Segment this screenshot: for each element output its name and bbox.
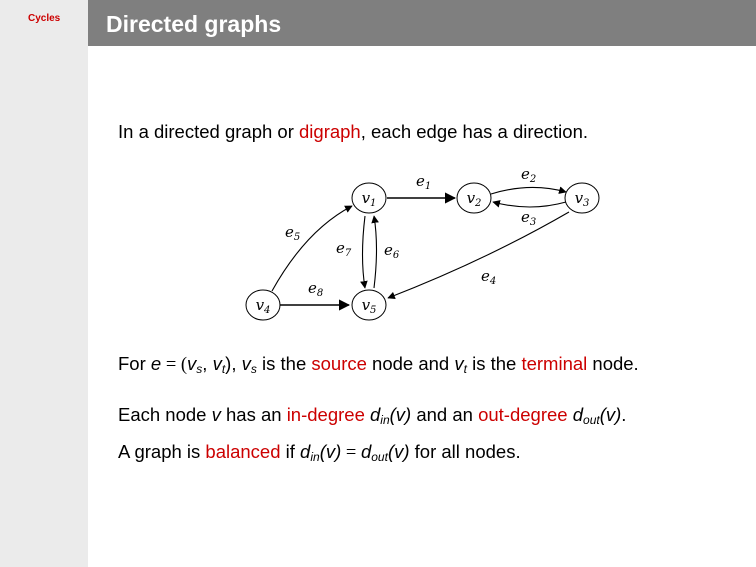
edge-label-e4: $e_4$ [481,267,497,287]
node-v3 [565,183,599,213]
node-v1 [352,183,386,213]
svg-text:v4: $v_4$ [255,296,271,316]
sidebar [0,0,88,567]
edge-label-e6: $e_6$ [384,241,400,261]
edge-label-e3: $e_3$ [521,208,537,228]
svg-text:v2: $v_2$ [466,189,482,209]
edge-e2 [491,187,566,194]
source-term: source [311,353,367,374]
node-v2 [457,183,491,213]
intro-text: In a directed graph or [118,121,299,142]
degree-line: Each node v has an in-degree $d_{in}(v)$ and an out-degree $d_{out}(v)$. [118,404,627,427]
edge-e3 [493,202,566,207]
edge-label-e2: $e_2$ [521,165,537,185]
out-degree-term: out-degree [478,404,568,425]
source-terminal-line: For $e = (v_s$, $v_t$), $v_s$ is the source node and $v_t$ is the terminal node. [118,353,639,376]
intro-text-end: , each edge has a direction. [360,121,589,142]
balanced-term: balanced [205,441,281,462]
edge-label-e8: $e_8$ [308,279,324,299]
digraph-term: digraph [299,121,361,142]
digraph-diagram [236,160,606,325]
title-bar [88,0,756,46]
edge-e4 [388,212,569,298]
edge-e6 [374,216,377,288]
in-degree-term: in-degree [286,404,365,425]
edge-label-e1: $e_1$ [416,172,432,192]
terminal-term: terminal [521,353,588,374]
slide-title: Directed graphs [106,11,282,37]
edge-label-e7: $e_7$ [336,239,352,259]
svg-text:v1: $v_1$ [361,189,377,209]
balanced-line: A graph is balanced if $d_{in}(v) = d_{out}(v)$ for all nodes. [118,441,521,464]
intro-paragraph [118,121,588,143]
edge-e7 [363,216,366,288]
node-v5 [352,290,386,320]
svg-text:v3: $v_3$ [574,189,590,209]
node-v4 [246,290,280,320]
svg-text:v5: $v_5$ [361,296,377,316]
edge-label-e5: $e_5$ [285,223,301,243]
section-label[interactable]: Cycles [28,13,61,24]
